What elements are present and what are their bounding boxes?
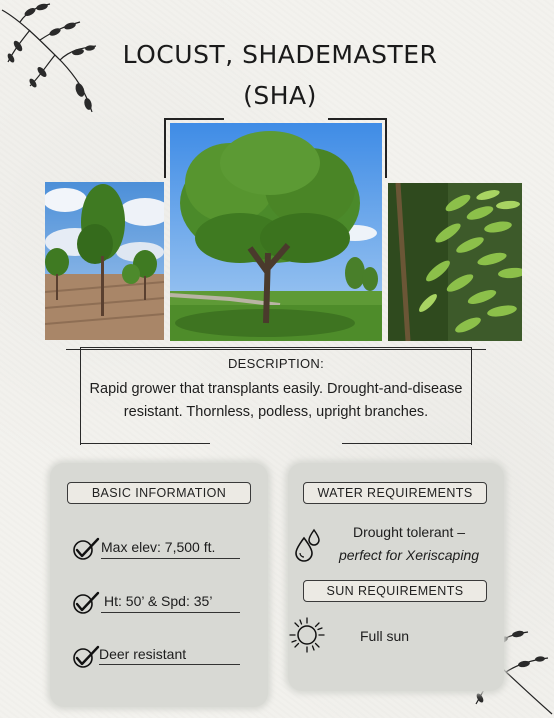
item-underline <box>99 664 240 665</box>
description-heading: DESCRIPTION: <box>227 356 325 371</box>
sun-icon <box>287 615 327 655</box>
basic-info-item-height-spread: Ht: 50’ & Spd: 35’ <box>104 593 213 609</box>
item-underline <box>101 612 240 613</box>
water-requirements-heading: WATER REQUIREMENTS <box>303 482 487 504</box>
mature-tree-photo <box>170 123 382 341</box>
title-line-1: LOCUST, SHADEMASTER <box>122 40 438 69</box>
frame-line <box>164 118 224 120</box>
checkmark-icon <box>72 645 100 669</box>
description-border <box>80 443 210 444</box>
basic-info-item-deer: Deer resistant <box>99 646 187 662</box>
frame-line <box>164 118 166 178</box>
description-border <box>342 443 471 444</box>
foliage-closeup-photo <box>388 183 522 341</box>
nursery-trees-photo <box>45 182 164 340</box>
frame-line <box>328 118 387 120</box>
water-line-2: perfect for Xeriscaping <box>338 547 480 563</box>
water-line-1: Drought tolerant – <box>352 524 466 540</box>
item-underline <box>101 558 240 559</box>
water-requirements-text <box>326 521 492 567</box>
description-text: Rapid grower that transplants easily. Drought-and-disease resistant. Thornless, podless, upright branches. <box>89 381 463 420</box>
checkmark-icon <box>72 591 100 615</box>
water-drops-icon <box>294 528 322 562</box>
basic-info-heading: BASIC INFORMATION <box>67 482 251 504</box>
frame-line <box>385 118 387 178</box>
basic-info-item-elevation: Max elev: 7,500 ft. <box>101 539 216 555</box>
sun-requirements-text: Full sun <box>360 628 410 644</box>
sun-requirements-heading: SUN REQUIREMENTS <box>303 580 487 602</box>
title-line-2: (SHA) <box>243 81 317 110</box>
checkmark-icon <box>72 537 100 561</box>
page-title <box>110 34 450 116</box>
botanical-sprig-top-left <box>0 0 115 120</box>
